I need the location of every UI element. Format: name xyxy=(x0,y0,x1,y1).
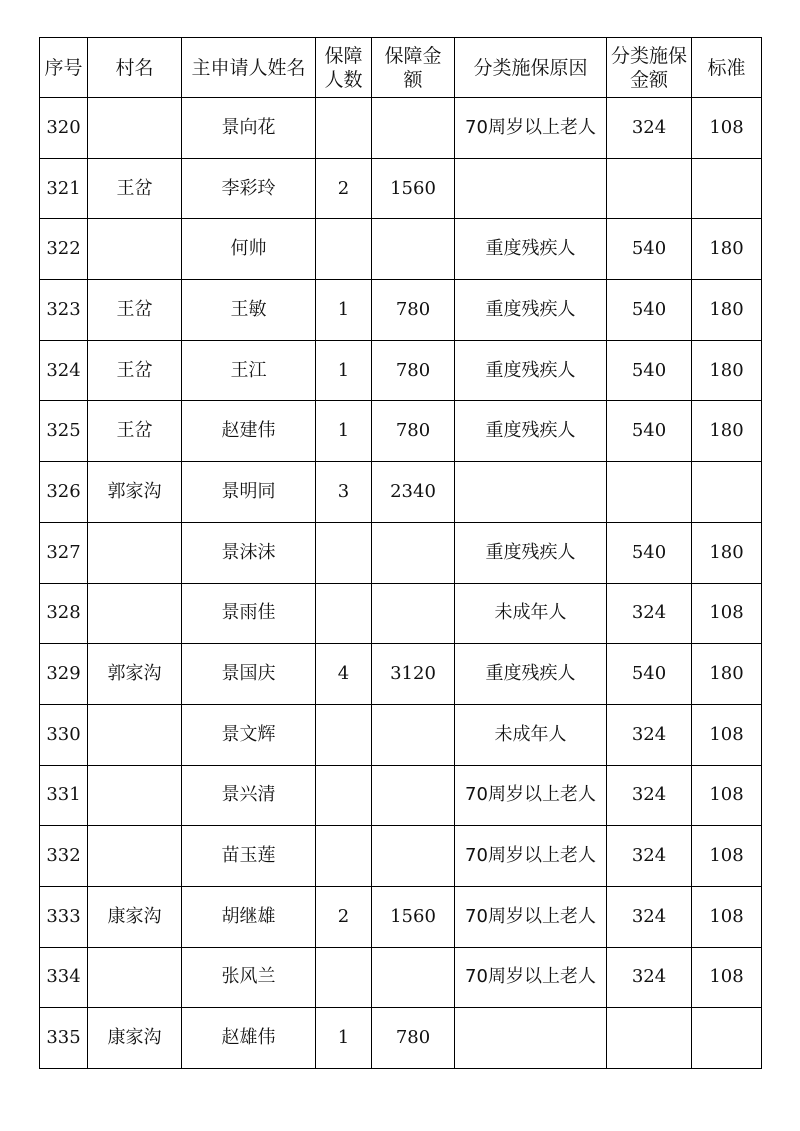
table-row xyxy=(40,947,762,1008)
cell-standard: 108 xyxy=(692,98,762,159)
header-applicant-name: 主申请人姓名 xyxy=(182,38,316,98)
cell-standard xyxy=(692,1008,762,1069)
table-body xyxy=(40,98,762,1069)
cell-serial-number: 322 xyxy=(40,219,88,280)
cell-village-name xyxy=(88,522,182,583)
cell-covered-amount xyxy=(372,826,455,887)
cell-applicant-name: 景向花 xyxy=(182,98,316,159)
cell-village-name: 王岔 xyxy=(88,401,182,462)
cell-serial-number: 332 xyxy=(40,826,88,887)
cell-village-name xyxy=(88,826,182,887)
cell-covered-count: 3 xyxy=(316,462,372,523)
cell-category-reason xyxy=(455,158,607,219)
table-row xyxy=(40,583,762,644)
header-category-amount: 分类施保金额 xyxy=(607,38,692,98)
cell-covered-amount xyxy=(372,98,455,159)
cell-serial-number: 329 xyxy=(40,644,88,705)
cell-village-name: 王岔 xyxy=(88,340,182,401)
cell-category-reason: 重度残疾人 xyxy=(455,219,607,280)
table-row xyxy=(40,462,762,523)
cell-category-amount: 324 xyxy=(607,826,692,887)
cell-serial-number: 328 xyxy=(40,583,88,644)
cell-category-amount xyxy=(607,1008,692,1069)
cell-village-name: 郭家沟 xyxy=(88,644,182,705)
cell-category-amount: 324 xyxy=(607,583,692,644)
cell-category-amount: 540 xyxy=(607,522,692,583)
cell-category-amount: 324 xyxy=(607,947,692,1008)
cell-village-name: 康家沟 xyxy=(88,1008,182,1069)
cell-covered-amount: 1560 xyxy=(372,158,455,219)
cell-village-name xyxy=(88,704,182,765)
header-row xyxy=(40,38,762,98)
cell-covered-count xyxy=(316,98,372,159)
cell-category-reason: 70周岁以上老人 xyxy=(455,947,607,1008)
cell-covered-count: 1 xyxy=(316,280,372,341)
cell-category-amount: 540 xyxy=(607,340,692,401)
cell-category-reason: 70周岁以上老人 xyxy=(455,98,607,159)
cell-category-reason: 未成年人 xyxy=(455,704,607,765)
cell-standard: 108 xyxy=(692,947,762,1008)
cell-covered-count xyxy=(316,522,372,583)
cell-serial-number: 331 xyxy=(40,765,88,826)
table-row xyxy=(40,765,762,826)
cell-standard: 108 xyxy=(692,704,762,765)
cell-category-amount: 324 xyxy=(607,704,692,765)
cell-village-name xyxy=(88,765,182,826)
cell-village-name xyxy=(88,219,182,280)
cell-standard: 108 xyxy=(692,583,762,644)
cell-standard: 108 xyxy=(692,765,762,826)
cell-applicant-name: 李彩玲 xyxy=(182,158,316,219)
header-standard: 标准 xyxy=(692,38,762,98)
table-row xyxy=(40,158,762,219)
cell-standard: 180 xyxy=(692,280,762,341)
cell-village-name: 王岔 xyxy=(88,158,182,219)
cell-applicant-name: 王江 xyxy=(182,340,316,401)
cell-village-name: 郭家沟 xyxy=(88,462,182,523)
table-row xyxy=(40,886,762,947)
cell-covered-count: 1 xyxy=(316,340,372,401)
cell-category-reason: 未成年人 xyxy=(455,583,607,644)
cell-category-reason: 70周岁以上老人 xyxy=(455,886,607,947)
cell-category-amount: 540 xyxy=(607,644,692,705)
cell-standard: 108 xyxy=(692,826,762,887)
table-row xyxy=(40,280,762,341)
cell-covered-count: 1 xyxy=(316,401,372,462)
cell-serial-number: 333 xyxy=(40,886,88,947)
cell-covered-count: 4 xyxy=(316,644,372,705)
cell-category-reason: 重度残疾人 xyxy=(455,644,607,705)
cell-covered-count xyxy=(316,765,372,826)
cell-serial-number: 320 xyxy=(40,98,88,159)
cell-standard xyxy=(692,462,762,523)
cell-serial-number: 323 xyxy=(40,280,88,341)
cell-covered-amount: 780 xyxy=(372,280,455,341)
table-row xyxy=(40,644,762,705)
cell-covered-count xyxy=(316,219,372,280)
cell-covered-amount xyxy=(372,947,455,1008)
cell-covered-amount: 780 xyxy=(372,1008,455,1069)
cell-covered-amount xyxy=(372,522,455,583)
cell-serial-number: 325 xyxy=(40,401,88,462)
cell-covered-count xyxy=(316,826,372,887)
cell-category-amount xyxy=(607,462,692,523)
table-row xyxy=(40,826,762,887)
table-row xyxy=(40,340,762,401)
cell-category-amount xyxy=(607,158,692,219)
cell-applicant-name: 景明同 xyxy=(182,462,316,523)
cell-serial-number: 327 xyxy=(40,522,88,583)
cell-applicant-name: 景文辉 xyxy=(182,704,316,765)
cell-applicant-name: 赵雄伟 xyxy=(182,1008,316,1069)
header-category-reason: 分类施保原因 xyxy=(455,38,607,98)
cell-village-name xyxy=(88,583,182,644)
cell-standard: 180 xyxy=(692,644,762,705)
cell-standard xyxy=(692,158,762,219)
cell-serial-number: 324 xyxy=(40,340,88,401)
cell-covered-amount: 780 xyxy=(372,401,455,462)
table-row xyxy=(40,401,762,462)
welfare-roster-table xyxy=(39,37,762,1069)
table-row xyxy=(40,522,762,583)
cell-covered-amount: 3120 xyxy=(372,644,455,705)
cell-covered-amount xyxy=(372,704,455,765)
cell-category-amount: 324 xyxy=(607,886,692,947)
cell-applicant-name: 张风兰 xyxy=(182,947,316,1008)
cell-covered-amount: 2340 xyxy=(372,462,455,523)
cell-category-amount: 324 xyxy=(607,765,692,826)
cell-standard: 180 xyxy=(692,219,762,280)
cell-category-reason: 重度残疾人 xyxy=(455,280,607,341)
cell-applicant-name: 王敏 xyxy=(182,280,316,341)
header-serial-number: 序号 xyxy=(40,38,88,98)
cell-category-amount: 540 xyxy=(607,219,692,280)
cell-village-name xyxy=(88,947,182,1008)
cell-covered-count xyxy=(316,947,372,1008)
cell-category-reason: 重度残疾人 xyxy=(455,401,607,462)
cell-covered-amount: 1560 xyxy=(372,886,455,947)
table-row xyxy=(40,219,762,280)
header-covered-count: 保障人数 xyxy=(316,38,372,98)
cell-serial-number: 321 xyxy=(40,158,88,219)
cell-applicant-name: 景雨佳 xyxy=(182,583,316,644)
cell-covered-count: 1 xyxy=(316,1008,372,1069)
cell-serial-number: 334 xyxy=(40,947,88,1008)
header-village-name: 村名 xyxy=(88,38,182,98)
cell-standard: 180 xyxy=(692,522,762,583)
cell-applicant-name: 胡继雄 xyxy=(182,886,316,947)
table-row xyxy=(40,98,762,159)
cell-category-amount: 540 xyxy=(607,401,692,462)
cell-village-name: 康家沟 xyxy=(88,886,182,947)
cell-village-name: 王岔 xyxy=(88,280,182,341)
cell-serial-number: 326 xyxy=(40,462,88,523)
cell-applicant-name: 赵建伟 xyxy=(182,401,316,462)
cell-applicant-name: 景兴清 xyxy=(182,765,316,826)
cell-applicant-name: 景沫沫 xyxy=(182,522,316,583)
cell-covered-count xyxy=(316,704,372,765)
cell-standard: 180 xyxy=(692,401,762,462)
cell-category-reason: 70周岁以上老人 xyxy=(455,765,607,826)
cell-category-amount: 540 xyxy=(607,280,692,341)
cell-serial-number: 335 xyxy=(40,1008,88,1069)
cell-village-name xyxy=(88,98,182,159)
cell-covered-amount: 780 xyxy=(372,340,455,401)
cell-covered-amount xyxy=(372,765,455,826)
cell-category-reason xyxy=(455,1008,607,1069)
cell-applicant-name: 景国庆 xyxy=(182,644,316,705)
cell-category-reason: 重度残疾人 xyxy=(455,340,607,401)
cell-serial-number: 330 xyxy=(40,704,88,765)
cell-standard: 180 xyxy=(692,340,762,401)
cell-covered-amount xyxy=(372,219,455,280)
table-row xyxy=(40,1008,762,1069)
cell-covered-count: 2 xyxy=(316,158,372,219)
cell-category-reason: 70周岁以上老人 xyxy=(455,826,607,887)
cell-covered-amount xyxy=(372,583,455,644)
cell-standard: 108 xyxy=(692,886,762,947)
cell-covered-count xyxy=(316,583,372,644)
table-row xyxy=(40,704,762,765)
cell-category-amount: 324 xyxy=(607,98,692,159)
cell-category-reason: 重度残疾人 xyxy=(455,522,607,583)
cell-covered-count: 2 xyxy=(316,886,372,947)
cell-category-reason xyxy=(455,462,607,523)
cell-applicant-name: 苗玉莲 xyxy=(182,826,316,887)
header-covered-amount: 保障金额 xyxy=(372,38,455,98)
cell-applicant-name: 何帅 xyxy=(182,219,316,280)
